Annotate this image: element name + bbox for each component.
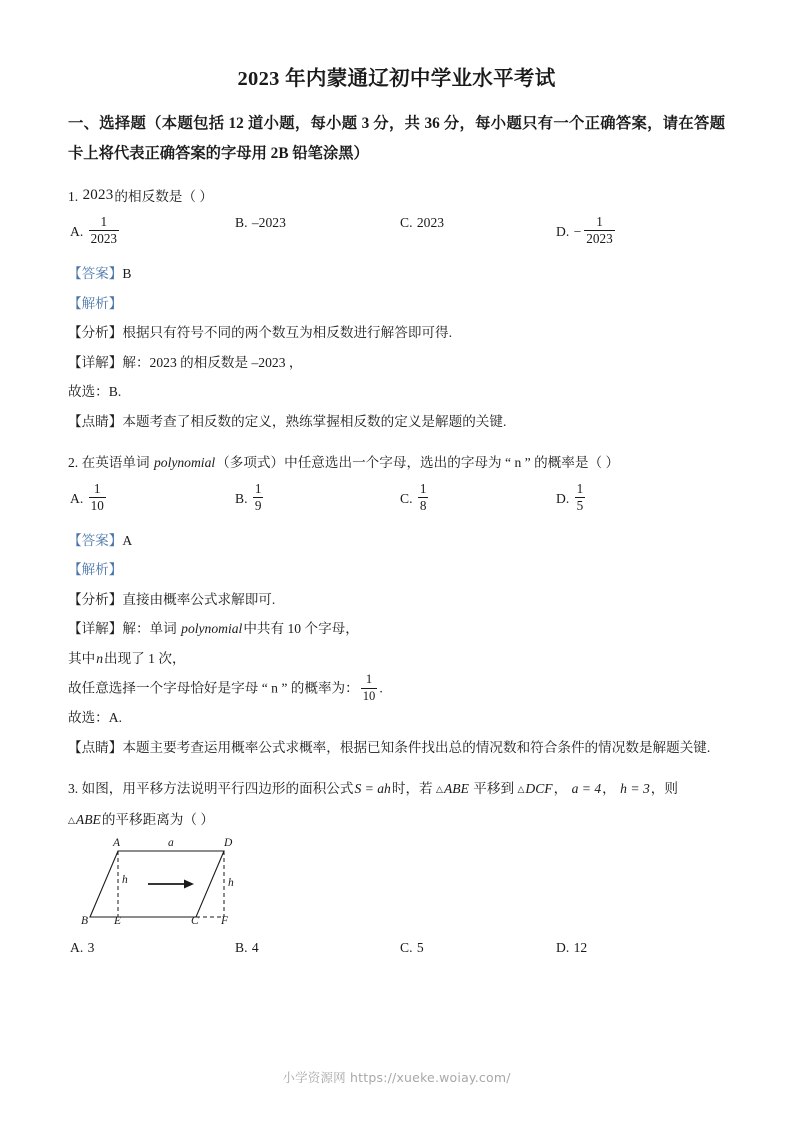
figure-label-E: E <box>114 915 122 928</box>
triangle-symbol: △ <box>517 784 525 795</box>
question-1-stem <box>68 181 725 212</box>
fraction: $\frac{1}{2023}$ <box>90 214 117 247</box>
question-1-breakdown <box>68 318 725 348</box>
figure-label-height-left: h <box>122 874 128 887</box>
page-content <box>68 0 725 964</box>
figure-label-height-right: h <box>228 877 234 890</box>
translation-arrow-head <box>184 880 194 889</box>
question-1-detail-line-2 <box>68 377 725 407</box>
question-2-detail-line-4 <box>68 703 725 733</box>
question-3-triangle-3: ABE <box>75 811 101 827</box>
question-2-option-a[interactable] <box>70 482 108 514</box>
question-3-h-value: h = 3 <box>620 781 650 797</box>
question-2-insight <box>68 733 725 763</box>
parallelogram-svg <box>76 839 296 931</box>
question-2-options <box>68 482 725 526</box>
option-value: 12 <box>573 940 588 956</box>
question-3-option-a[interactable] <box>70 940 95 956</box>
option-value: 2023 <box>416 215 445 231</box>
question-1-options <box>68 215 725 259</box>
question-3-option-b[interactable] <box>235 940 260 956</box>
question-1-option-b[interactable] <box>235 215 287 231</box>
question-1-number: 1. <box>68 188 79 204</box>
question-2-answer-line <box>68 526 725 556</box>
question-1-answer: B <box>122 266 132 282</box>
detail-text: 出现了 1 次， <box>103 650 186 666</box>
question-2-breakdown <box>68 585 725 615</box>
triangle-symbol: △ <box>68 814 75 825</box>
question-3-stem-text-c: 平移到 <box>473 781 515 797</box>
question-2-stem-prefix: 在英语单词 <box>81 455 150 471</box>
fraction: $\frac{1}{10}$ <box>362 672 376 703</box>
comma: ， <box>602 781 616 797</box>
question-1-stem-number: 2023 <box>82 186 114 203</box>
question-1-answer-line <box>68 259 725 289</box>
option-letter: C. <box>400 490 413 506</box>
breakdown-text: 直接由概率公式求解即可. <box>122 591 276 607</box>
breakdown-text: 根据只有符号不同的两个数互为相反数进行解答即可得. <box>122 325 453 341</box>
option-letter: C. <box>400 940 413 956</box>
period: . <box>379 680 383 696</box>
detail-text: 故选：B. <box>68 384 122 400</box>
detail-text: 中共有 10 个字母， <box>243 621 359 637</box>
question-3-figure-container <box>68 839 725 934</box>
option-letter: A. <box>70 490 84 506</box>
section-heading: 一、选择题（本题包括 12 道小题，每小题 3 分，共 36 分，每小题只有一个正确答案，请在答题卡上将代表正确答案的字母用 2B 铅笔涂黑） <box>68 114 725 162</box>
option-letter: B. <box>235 940 248 956</box>
question-1-stem-text: 的相反数是（ ） <box>114 188 213 204</box>
figure-label-B: B <box>81 915 89 928</box>
question-3-stem-text-e: ，则 <box>650 781 678 797</box>
question-3-options <box>68 938 725 964</box>
minus-sign: − <box>573 224 582 240</box>
question-3-option-d[interactable] <box>556 940 588 956</box>
insight-text: 本题考查了相反数的定义，熟练掌握相反数的定义是解题的关键. <box>122 413 507 429</box>
detail-word: polynomial <box>181 621 243 637</box>
question-1-option-d[interactable] <box>556 215 617 247</box>
question-1-option-c[interactable] <box>400 215 445 231</box>
question-2-detail-line-2 <box>68 644 725 674</box>
question-3-stem-text-b: 时，若 <box>391 781 433 797</box>
parallelogram-figure <box>76 839 296 931</box>
insight-text: 本题主要考查运用概率公式求概率，根据已知条件找出总的情况数和符合条件的情况数是解题关键. <box>122 739 711 755</box>
question-1-detail-line-1 <box>68 348 725 378</box>
figure-label-D: D <box>224 837 233 850</box>
question-2-answer: A <box>122 532 133 548</box>
question-3-stem-line-2 <box>68 805 725 836</box>
detail-text: 故选：A. <box>68 710 122 726</box>
fraction: $\frac{1}{2023}$ <box>586 214 613 247</box>
question-3-stem-text-a: 如图，用平移方法说明平行四边形的面积公式 <box>81 781 354 797</box>
detail-tag: 【详解】 <box>68 621 123 637</box>
question-2-detail-line-3 <box>68 673 725 703</box>
breakdown-tag: 【分析】 <box>68 325 123 341</box>
question-1-insight <box>68 407 725 437</box>
question-3-stem-text-d: ， <box>553 781 568 797</box>
question-2-analysis-tag-line <box>68 555 725 585</box>
option-letter: B. <box>235 215 248 231</box>
insight-tag: 【点睛】 <box>68 413 123 429</box>
option-letter: D. <box>556 940 570 956</box>
figure-label-A: A <box>113 837 121 850</box>
question-2-option-b[interactable] <box>235 482 265 514</box>
question-2-stem-word: polynomial <box>153 455 216 471</box>
question-3-number: 3. <box>68 781 79 797</box>
figure-label-C: C <box>191 915 199 928</box>
question-1-analysis-tag-line <box>68 289 725 319</box>
question-2-option-d[interactable] <box>556 482 587 514</box>
question-2-stem-text: （多项式）中任意选出一个字母，选出的字母为 “ n ” 的概率是（ ） <box>216 455 620 471</box>
page-title: 2023 年内蒙通辽初中学业水平考试 <box>237 68 556 90</box>
option-letter: A. <box>70 224 84 240</box>
analysis-tag: 【解析】 <box>68 562 123 578</box>
answer-tag: 【答案】 <box>68 532 123 548</box>
analysis-tag: 【解析】 <box>68 295 123 311</box>
figure-label-side-a: a <box>168 837 174 850</box>
question-2-stem <box>68 448 725 478</box>
question-3-triangle-1: ABE <box>443 781 469 797</box>
question-2-option-c[interactable] <box>400 482 430 514</box>
question-2-detail-line-1 <box>68 614 725 644</box>
option-value: 3 <box>87 940 95 956</box>
option-letter: D. <box>556 490 570 506</box>
insight-tag: 【点睛】 <box>68 739 123 755</box>
fraction: $\frac{1}{10}$ <box>90 480 104 513</box>
option-letter: B. <box>235 490 248 506</box>
question-3-option-c[interactable] <box>400 940 425 956</box>
question-2-number: 2. <box>68 455 79 471</box>
triangle-symbol: △ <box>436 784 443 795</box>
option-value: 4 <box>251 940 259 956</box>
figure-label-F: F <box>221 915 229 928</box>
fraction: $\frac{1}{8}$ <box>419 480 427 513</box>
question-1-option-a[interactable] <box>70 215 121 247</box>
option-letter: C. <box>400 215 413 231</box>
detail-text: 其中 <box>68 650 96 666</box>
detail-tag: 【详解】 <box>68 354 123 370</box>
fraction: $\frac{1}{5}$ <box>576 480 584 513</box>
watermark: 小学资源网 https://xueke.woiay.com/ <box>282 1070 511 1085</box>
breakdown-tag: 【分析】 <box>68 591 123 607</box>
detail-variable: n <box>96 650 103 666</box>
option-letter: A. <box>70 940 84 956</box>
option-value: –2023 <box>251 215 286 231</box>
option-value: 5 <box>416 940 424 956</box>
question-3-formula: S = ah <box>354 781 391 797</box>
option-letter: D. <box>556 224 570 240</box>
detail-text: 故任意选择一个字母恰好是字母 “ n ” 的概率为： <box>68 680 359 696</box>
question-3-triangle-2: DCF <box>525 781 553 797</box>
question-3-stem-text-f: 的平移距离为（ ） <box>101 811 214 827</box>
question-3-stem-line-1 <box>68 774 725 805</box>
question-3-a-value: a = 4 <box>571 781 602 797</box>
detail-text: 解：单词 <box>122 621 177 637</box>
fraction: $\frac{1}{9}$ <box>254 480 262 513</box>
answer-tag: 【答案】 <box>68 266 123 282</box>
detail-text: 解：2023 的相反数是 –2023 ， <box>122 354 303 370</box>
